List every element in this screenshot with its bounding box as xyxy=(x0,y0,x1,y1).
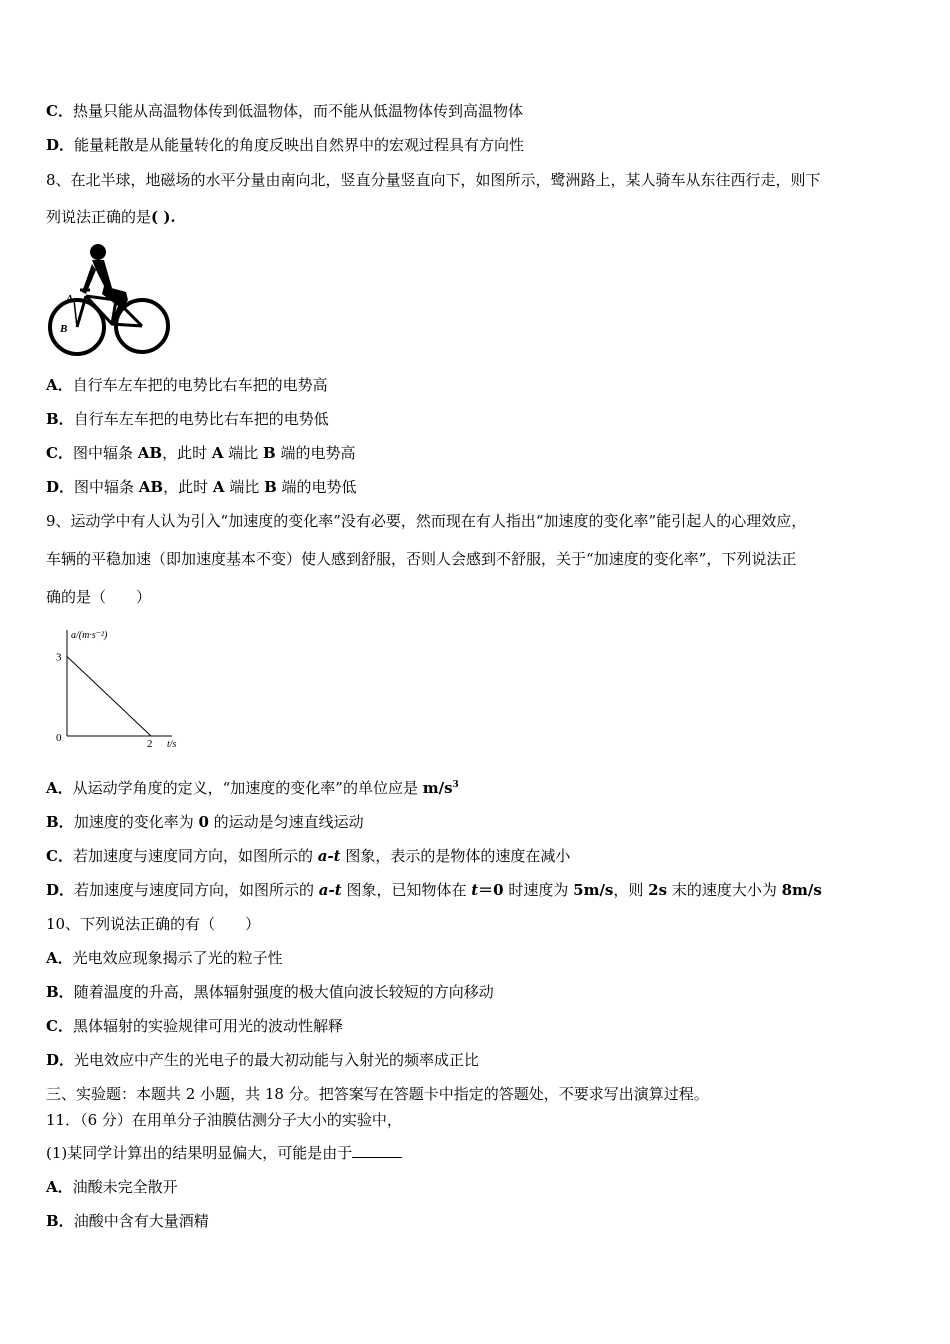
q8-stem-line2 xyxy=(46,207,176,227)
tick-label-x-max: 2 xyxy=(147,738,153,750)
option-letter: B． xyxy=(46,813,74,831)
bicycle-head xyxy=(90,244,106,260)
option-text: 图中辐条 xyxy=(74,478,139,496)
q7-option-c xyxy=(46,101,523,121)
unit: m/s xyxy=(422,779,453,797)
option-letter: C． xyxy=(46,444,73,462)
tick-label-y-max: 3 xyxy=(56,651,62,664)
option-text: 图象，已知物体在 xyxy=(341,881,472,899)
option-text: 光电效应现象揭示了光的粒子性 xyxy=(72,949,283,967)
q10-option-b xyxy=(46,982,494,1002)
q7-option-d xyxy=(46,135,524,155)
q11-sub1 xyxy=(46,1143,402,1163)
q8-option-a xyxy=(46,375,328,395)
end-label-b: B xyxy=(263,444,276,462)
option-letter: D． xyxy=(46,478,75,496)
option-text: 端的电势低 xyxy=(276,478,357,496)
q8-stem-text: 列说法正确的是 xyxy=(46,208,152,226)
option-text: 光电效应中产生的光电子的最大初动能与入射光的频率成正比 xyxy=(74,1051,480,1069)
graph-name: a-t xyxy=(317,847,341,865)
q8-option-c xyxy=(46,443,356,463)
q10-option-a xyxy=(46,948,283,968)
answer-blank[interactable] xyxy=(352,1143,402,1158)
q9-option-a xyxy=(46,778,459,798)
option-text: 端比 xyxy=(224,478,265,496)
option-text: 自行车左车把的电势比右车把的电势高 xyxy=(72,376,328,394)
q9-option-b xyxy=(46,812,364,832)
option-text: 若加速度与速度同方向，如图所示的 xyxy=(74,881,319,899)
option-text: ，此时 xyxy=(163,478,213,496)
option-letter: A． xyxy=(46,779,73,797)
option-text: 油酸中含有大量酒精 xyxy=(73,1212,209,1230)
option-letter: D． xyxy=(46,881,75,899)
figure-label-b: B xyxy=(60,323,68,335)
option-letter: A． xyxy=(46,1178,73,1196)
option-text: 加速度的变化率为 xyxy=(73,813,199,831)
tick-label-origin: 0 xyxy=(56,732,62,744)
option-text: 图中辐条 xyxy=(72,444,138,462)
option-text: 若加速度与速度同方向，如图所示的 xyxy=(72,847,318,865)
option-text: ，则 xyxy=(613,881,649,899)
bicycle-rider-body xyxy=(92,260,112,290)
option-text: 时速度为 xyxy=(503,881,574,899)
option-letter: B． xyxy=(46,410,74,428)
series-line xyxy=(67,657,151,737)
q9-option-c xyxy=(46,846,570,866)
q8-answer-paren: ( ). xyxy=(151,208,176,226)
q9-stem-line1: 9、运动学中有人认为引入“加速度的变化率”没有必要，然而现在有人指出“加速度的变化率”能引起人的心理效应， xyxy=(46,512,807,530)
q8-stem-line1: 8、在北半球，地磁场的水平分量由南向北，竖直分量竖直向下，如图所示，鹭洲路上，某人骑车从东往西行走，则下 xyxy=(46,171,821,189)
option-letter: D． xyxy=(46,1051,75,1069)
initial-speed: 5m/s xyxy=(573,881,614,899)
unit-exponent: 3 xyxy=(452,780,459,790)
option-text: 图象，表示的是物体的速度在减小 xyxy=(340,847,571,865)
end-label-a: A xyxy=(212,478,225,496)
final-speed: 8m/s xyxy=(781,881,822,899)
option-text: 随着温度的升高，黑体辐射强度的极大值向波长较短的方向移动 xyxy=(73,983,494,1001)
option-letter: C． xyxy=(46,102,73,120)
q9-stem-line2: 车辆的平稳加速（即加速度基本不变）使人感到舒服，否则人会感到不舒服，关于“加速度的变化率”，下列说法正 xyxy=(46,550,797,568)
option-letter: A． xyxy=(46,376,73,394)
option-letter: B． xyxy=(46,1212,74,1230)
spoke-label: AB xyxy=(138,478,164,496)
x-axis-label: t/s xyxy=(167,739,177,750)
option-text: ，此时 xyxy=(162,444,212,462)
q8-option-b xyxy=(46,409,329,429)
option-text: 油酸未完全散开 xyxy=(72,1178,178,1196)
end-label-a: A xyxy=(211,444,224,462)
option-text: 黑体辐射的实验规律可用光的波动性解释 xyxy=(72,1017,343,1035)
q10-option-c xyxy=(46,1016,343,1036)
q9-stem-line3: 确的是（ ） xyxy=(46,588,152,606)
option-letter: C． xyxy=(46,847,73,865)
option-text: 末的速度大小为 xyxy=(667,881,782,899)
bicycle-spoke-ab xyxy=(74,300,77,327)
y-axis-label: a/(m·s⁻²) xyxy=(71,630,108,641)
q9-option-d xyxy=(46,880,822,900)
value-zero: 0 xyxy=(198,813,209,831)
q10-option-d xyxy=(46,1050,479,1070)
q11-stem: 11．（6 分）在用单分子油膜估测分子大小的实验中， xyxy=(46,1111,402,1129)
option-text: 自行车左车把的电势比右车把的电势低 xyxy=(73,410,329,428)
a-t-chart xyxy=(50,622,190,757)
option-text: 端的电势高 xyxy=(275,444,356,462)
option-letter: A． xyxy=(46,949,73,967)
sub-question-text: (1)某同学计算出的结果明显偏大，可能是由于 xyxy=(46,1144,353,1162)
option-text: 的运动是匀速直线运动 xyxy=(208,813,364,831)
figure-label-a: A xyxy=(66,293,74,305)
time-value: ＝0 xyxy=(478,881,504,899)
option-letter: B． xyxy=(46,983,74,1001)
section-3-heading: 三、实验题：本题共 2 小题，共 18 分。把答案写在答题卡中指定的答题处，不要求写出演算过程。 xyxy=(46,1085,709,1103)
option-text: 热量只能从高温物体传到低温物体，而不能从低温物体传到高温物体 xyxy=(72,102,523,120)
q11-option-b xyxy=(46,1211,209,1231)
graph-name: a-t xyxy=(318,881,342,899)
option-text: 端比 xyxy=(223,444,264,462)
spoke-label: AB xyxy=(137,444,163,462)
q8-option-d xyxy=(46,477,357,497)
q10-stem: 10、下列说法正确的有（ ） xyxy=(46,915,261,933)
option-letter: D． xyxy=(46,136,75,154)
end-label-b: B xyxy=(264,478,277,496)
bicycle-figure xyxy=(46,240,174,358)
q11-option-a xyxy=(46,1177,178,1197)
option-text: 从运动学角度的定义，“加速度的变化率”的单位应是 xyxy=(72,779,423,797)
option-letter: C． xyxy=(46,1017,73,1035)
time-var: t xyxy=(471,881,479,899)
option-text: 能量耗散是从能量转化的角度反映出自然界中的宏观过程具有方向性 xyxy=(74,136,525,154)
time-2s: 2s xyxy=(648,881,668,899)
